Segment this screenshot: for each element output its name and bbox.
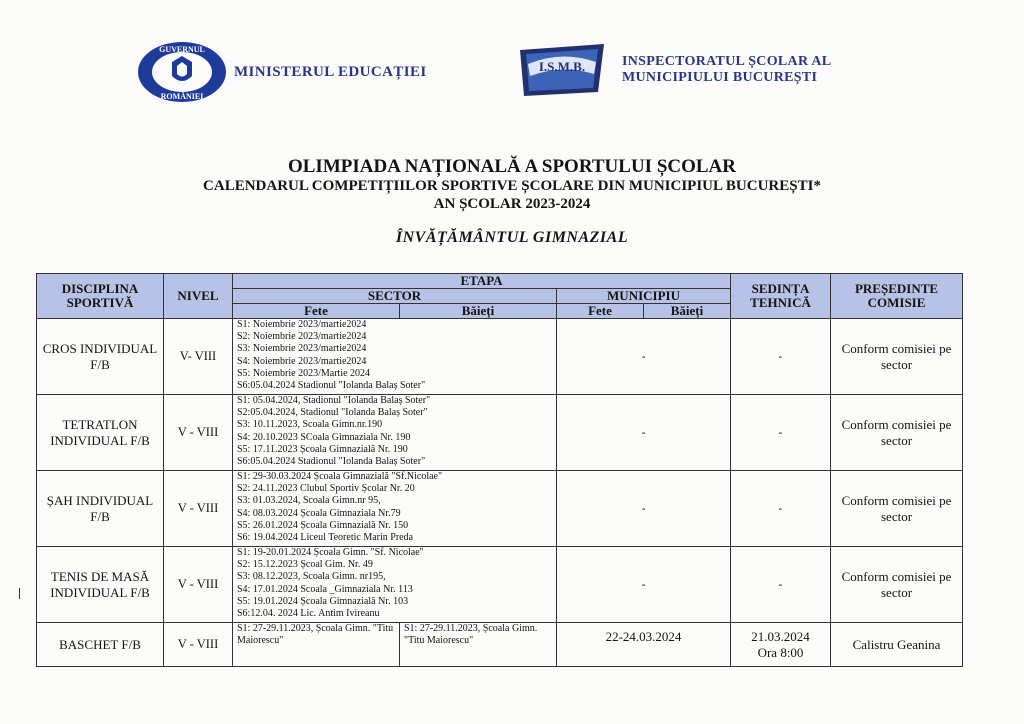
table-row [37,623,963,667]
row-nivel: V - VIII [164,623,233,667]
sector-line: S2: 24.11.2023 Clubul Sportiv Școlar Nr. 20 [237,483,415,495]
row-sector-schedule [233,471,557,547]
row-nivel: V - VIII [164,471,233,547]
sector-line: S6:12.04. 2024 Lic. Antim Ivireanu [237,608,380,620]
page-header [0,38,1024,108]
header-etapa: ETAPA [233,274,731,289]
row-sector-schedule [233,319,557,395]
row-disciplina: ȘAH INDIVIDUAL F/B [37,471,164,547]
inspectorate-line1: INSPECTORATUL ȘCOLAR AL [622,54,832,69]
sector-line: S2:05.04.2024, Stadionul "Iolanda Balaș Soter" [237,407,428,419]
row-municipiu: 22-24.03.2024 [557,623,731,667]
gov-logo-bottom-text: ROMÂNIEI [160,92,204,101]
ismb-logo [514,40,610,100]
row-presedinte: Conform comisiei pe sector [831,547,963,623]
header-municipiu-baieti: Băieți [644,304,731,319]
row-disciplina: CROS INDIVIDUAL F/B [37,319,164,395]
row-sedinta: - [731,319,831,395]
document-subtitle: CALENDARUL COMPETIȚIILOR SPORTIVE ȘCOLARE DIN MUNICIPIUL BUCUREȘTI* [203,178,821,194]
row-presedinte: Conform comisiei pe sector [831,319,963,395]
government-seal-logo [136,40,228,104]
document-title: OLIMPIADA NAȚIONALĂ A SPORTULUI ȘCOLAR [287,156,736,177]
gov-logo-top-text: GUVERNUL [159,45,205,54]
sector-line: S3: 08.12.2023, Scoala Gimn. nr195, [237,571,386,583]
header-municipiu: MUNICIPIU [557,289,731,304]
header-sector: SECTOR [233,289,557,304]
sector-line: S4: Noiembrie 2023/martie2024 [237,355,367,367]
row-sector-schedule [233,395,557,471]
row-disciplina: BASCHET F/B [37,623,164,667]
row-sector-baieti: S1: 27-29.11.2023, Școala Gimn. "Titu Maiorescu" [400,623,557,667]
header-sector-baieti: Băieți [400,304,557,319]
row-sedinta: - [731,395,831,471]
header-sedinta: SEDINȚA TEHNICĂ [731,274,831,319]
row-municipiu: - [557,547,731,623]
row-nivel: V - VIII [164,547,233,623]
ministry-name: MINISTERUL EDUCAȚIEI [234,64,427,80]
inspectorate-line2: MUNICIPIULUI BUCUREȘTI [622,70,818,85]
sector-line: S2: 15.12.2023 Școal Gim. Nr. 49 [237,559,373,571]
header-disciplina: DISCIPLINA SPORTIVĂ [37,274,164,319]
sector-line: S1: Noiembrie 2023/martie2024 [237,319,367,330]
sector-line: S4: 08.03.2024 Școala Gimnaziala Nr.79 [237,507,401,519]
row-disciplina: TETRATLON INDIVIDUAL F/B [37,395,164,471]
table-row [37,319,963,395]
sector-line: S6: 19.04.2024 Liceul Teoretic Marin Preda [237,532,414,544]
sedinta-date: 21.03.2024 [751,628,810,644]
header-sector-fete: Fete [233,304,400,319]
sector-line: S6:05.04.2024 Stadionul "Iolanda Balaș Soter" [237,380,426,392]
row-nivel: V- VIII [164,319,233,395]
row-sedinta: - [731,471,831,547]
row-sedinta: - [731,547,831,623]
title-block [0,156,1024,247]
header-presedinte: PREȘEDINTE COMISIE [831,274,963,319]
row-municipiu: - [557,471,731,547]
inspectorate-name [622,54,831,86]
sector-line: S5: Noiembrie 2023/Martie 2024 [237,367,371,379]
sector-line: S3: Noiembrie 2023/martie2024 [237,343,367,355]
row-presedinte: Conform comisiei pe sector [831,471,963,547]
sector-line: S3: 10.11.2023, Scoala Gimn.nr.190 [237,419,383,431]
sector-line: S1: 29-30.03.2024 Școala Gimnazială "Sf.Nicolae" [237,471,443,482]
school-year: AN ȘCOLAR 2023-2024 [433,196,591,212]
row-presedinte: Conform comisiei pe sector [831,395,963,471]
row-presedinte: Calistru Geanina [831,623,963,667]
sector-line: S3: 01.03.2024, Scoala Gimn.nr 95, [237,495,381,507]
sector-line: S2: Noiembrie 2023/martie2024 [237,331,367,343]
ismb-logo-text: I.S.M.B. [538,59,586,74]
sector-line: S4: 20.10.2023 SCoala Gimnaziala Nr. 190 [237,431,411,443]
table-row [37,547,963,623]
sector-line: S1: 19-20.01.2024 Școala Gimn. "Sf. Nicolae" [237,547,424,558]
sector-line: S5: 26.01.2024 Școala Gimnazială Nr. 150 [237,519,409,531]
margin-mark [19,588,20,599]
education-level: ÎNVĂȚĂMÂNTUL GIMNAZIAL [395,229,629,246]
sector-line: S6:05.04.2024 Stadionul "Iolanda Balaș Soter" [237,456,426,468]
row-disciplina: TENIS DE MASĂ INDIVIDUAL F/B [37,547,164,623]
row-nivel: V - VIII [164,395,233,471]
row-sedinta [731,623,831,667]
sector-line: S5: 17.11.2023 Școala Gimnazială Nr. 190 [237,443,408,455]
sector-line: S4: 17.01.2024 Scoala _Gimnaziala Nr. 113 [237,583,413,595]
competition-calendar-table [36,273,963,667]
table-row [37,395,963,471]
sector-line: S1: 05.04.2024, Stadionul "Iolanda Balaș Soter" [237,395,431,406]
sector-line: S5: 19.01.2024 Școala Gimnazială Nr. 103 [237,595,409,607]
row-sector-fete: S1: 27-29.11.2023, Școala Gimn. "Titu Maiorescu" [233,623,400,667]
header-nivel: NIVEL [164,274,233,319]
header-municipiu-fete: Fete [557,304,644,319]
row-municipiu: - [557,395,731,471]
row-municipiu: - [557,319,731,395]
sedinta-time: Ora 8:00 [757,644,804,660]
row-sector-schedule [233,547,557,623]
table-row [37,471,963,547]
